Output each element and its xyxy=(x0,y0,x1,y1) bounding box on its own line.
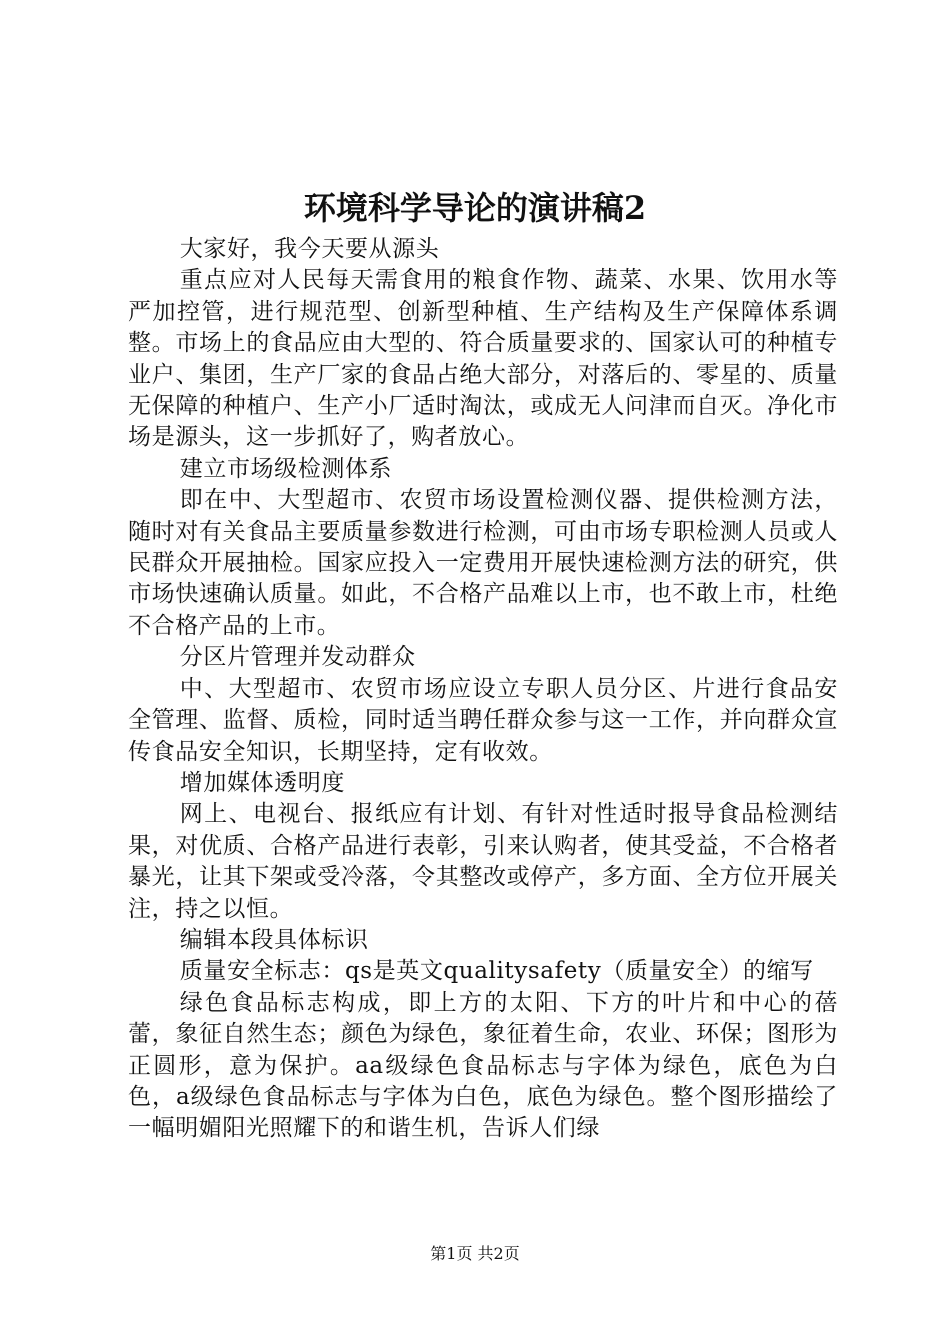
paragraph-greeting: 大家好，我今天要从源头 xyxy=(179,236,440,262)
paragraph-media-transparency: 网上、电视台、报纸应有计划、有针对性适时报导食品检测结果，对优质、合格产品进行表彰，引来认购者，使其受益，不合格者暴光，让其下架或受冷落，令其整改或停产，多方面、全方位开展关注，持之以恒。 xyxy=(128,801,838,922)
page-footer: 第1页 共2页 xyxy=(430,1244,520,1263)
heading-media-transparency: 增加媒体透明度 xyxy=(179,769,345,796)
heading-market-testing: 建立市场级检测体系 xyxy=(179,455,393,482)
heading-specific-labels: 编辑本段具体标识 xyxy=(179,926,369,953)
paragraph-zone-management: 中、大型超市、农贸市场应设立专职人员分区、片进行食品安全管理、监督、质检，同时适当聘任群众参与这一工作，并向群众宣传食品安全知识，长期坚持，定有收效。 xyxy=(128,675,838,765)
document-title: 环境科学导论的演讲稿2 xyxy=(303,189,647,227)
document-body xyxy=(128,234,838,1145)
paragraph-qs-label: 质量安全标志：qs是英文qualitysafety（质量安全）的缩写 xyxy=(179,958,814,985)
paragraph-green-food-label: 绿色食品标志构成，即上方的太阳、下方的叶片和中心的蓓蕾，象征自然生态；颜色为绿色，象征着生命，农业、环保；图形为正圆形，意为保护。aa级绿色食品标志与字体为绿色，底色为白色，a级绿色食品标志与字体为白色，底色为绿色。整个图形描绘了一幅明媚阳光照耀下的和谐生机，告诉人们绿 xyxy=(128,989,838,1142)
paragraph-market-testing: 即在中、大型超市、农贸市场设置检测仪器、提供检测方法，随时对有关食品主要质量参数进行检测，可由市场专职检测人员或人民群众开展抽检。国家应投入一定费用开展快速检测方法的研究，供市场快速确认质量。如此，不合格产品难以上市，也不敢上市，杜绝不合格产品的上市。 xyxy=(128,487,838,639)
heading-zone-management: 分区片管理并发动群众 xyxy=(179,644,416,671)
paragraph-source-control: 重点应对人民每天需食用的粮食作物、蔬菜、水果、饮用水等严加控管，进行规范型、创新型种植、生产结构及生产保障体系调整。市场上的食品应由大型的、符合质量要求的、国家认可的种植专业户、集团，生产厂家的食品占绝大部分，对落后的、零星的、质量无保障的种植户、生产小厂适时淘汰，或成无人问津而自灭。净化市场是源头，这一步抓好了，购者放心。 xyxy=(128,267,838,451)
